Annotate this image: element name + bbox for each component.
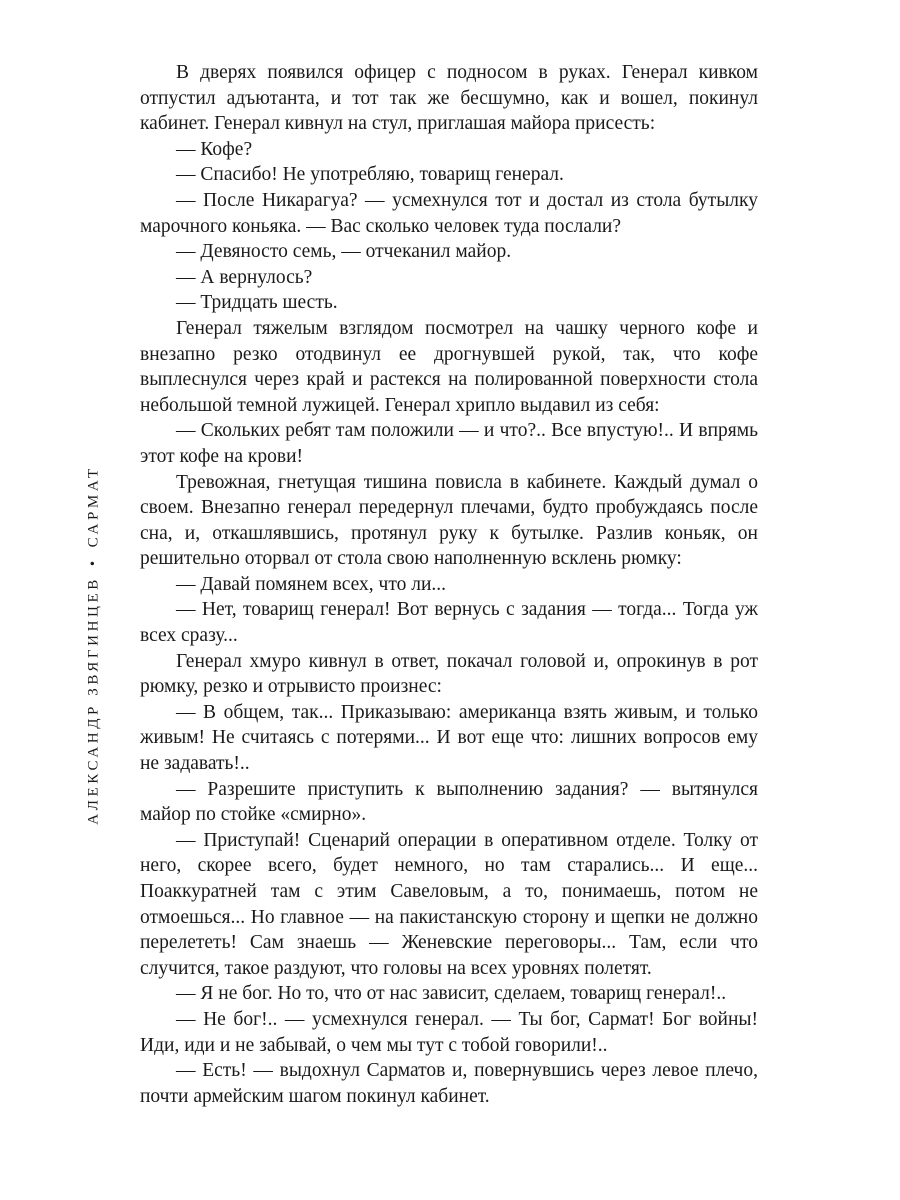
paragraph: — Давай помянем всех, что ли... <box>176 573 447 595</box>
page-text <box>140 60 758 1109</box>
paragraph: — Есть! — выдохнул Сарматов и, повернувшись через левое плечо, почти армейским шагом покинул кабинет. <box>140 1060 758 1107</box>
paragraph: — А вернулось? <box>176 266 313 288</box>
paragraph: Тревожная, гнетущая тишина повисла в кабинете. Каждый думал о своем. Внезапно генерал передернул плечами, будто пробуждаясь после сна, и, откашлявшись, протянул руку к бутылке. Разлив коньяк, он решительно оторвал от стола свою наполненную всклень рюмку: <box>140 471 758 570</box>
paragraph: — Не бог!.. — усмехнулся генерал. — Ты бог, Сармат! Бог войны! Иди, иди и не забывай, о чем мы тут с тобой говорили!.. <box>140 1008 758 1056</box>
running-head-separator: • <box>85 557 102 567</box>
paragraph: В дверях появился офицер с подносом в руках. Генерал кивком отпустил адъютанта, и тот так же бесшумно, как и вошел, покинул кабинет. Генерал кивнул на стул, приглашая майора присесть: <box>140 62 758 135</box>
paragraph: — Тридцать шесть. <box>176 292 338 314</box>
paragraph: — Кофе? <box>176 138 253 160</box>
paragraph: — После Никарагуа? — усмехнулся тот и достал из стола бутылку марочного коньяка. — Вас сколько человек туда послали? <box>140 189 758 237</box>
book-title: САРМАТ <box>85 465 102 548</box>
paragraph: — Нет, товарищ генерал! Вот вернусь с задания — тогда... Тогда уж всех сразу... <box>140 599 758 647</box>
paragraph: — Спасибо! Не употребляю, товарищ генерал. <box>176 164 564 186</box>
author-name: АЛЕКСАНДР ЗВЯГИНЦЕВ <box>85 576 102 825</box>
paragraph: — Скольких ребят там положили — и что?.. Все впустую!.. И впрямь этот кофе на крови! <box>140 420 758 467</box>
paragraph: — В общем, так... Приказываю: американца взять живым, и только живым! Не считаясь с потерями... И вот еще что: лишних вопросов ему не задавать!.. <box>140 701 758 775</box>
running-head <box>86 465 103 824</box>
paragraph: — Я не бог. Но то, что от нас зависит, сделаем, товарищ генерал!.. <box>176 983 727 1005</box>
paragraph: — Приступай! Сценарий операции в оперативном отделе. Толку от него, скорее всего, будет немного, но там старались... И еще... Поаккуратней там с этим Савеловым, а то, понимаешь, потом не отмоешься... Но главное — на пакистанскую сторону и щепки не должно перелететь! Сам знаешь — Женевские переговоры... Там, если что случится, такое раздуют, что головы на всех уровнях полетят. <box>140 829 758 979</box>
paragraph: — Девяносто семь, — отчеканил майор. <box>176 241 512 263</box>
paragraph: Генерал хмуро кивнул в ответ, покачал головой и, опрокинув в рот рюмку, резко и отрывисто произнес: <box>140 650 758 698</box>
paragraph: Генерал тяжелым взглядом посмотрел на чашку черного кофе и внезапно резко отодвинул ее дрогнувшей рукой, так, что кофе выплеснулся через край и растекся на полированной поверхности стола небольшой темной лужицей. Генерал хрипло выдавил из себя: <box>140 317 758 416</box>
paragraph: — Разрешите приступить к выполнению задания? — вытянулся майор по стойке «смирно». <box>140 778 758 826</box>
